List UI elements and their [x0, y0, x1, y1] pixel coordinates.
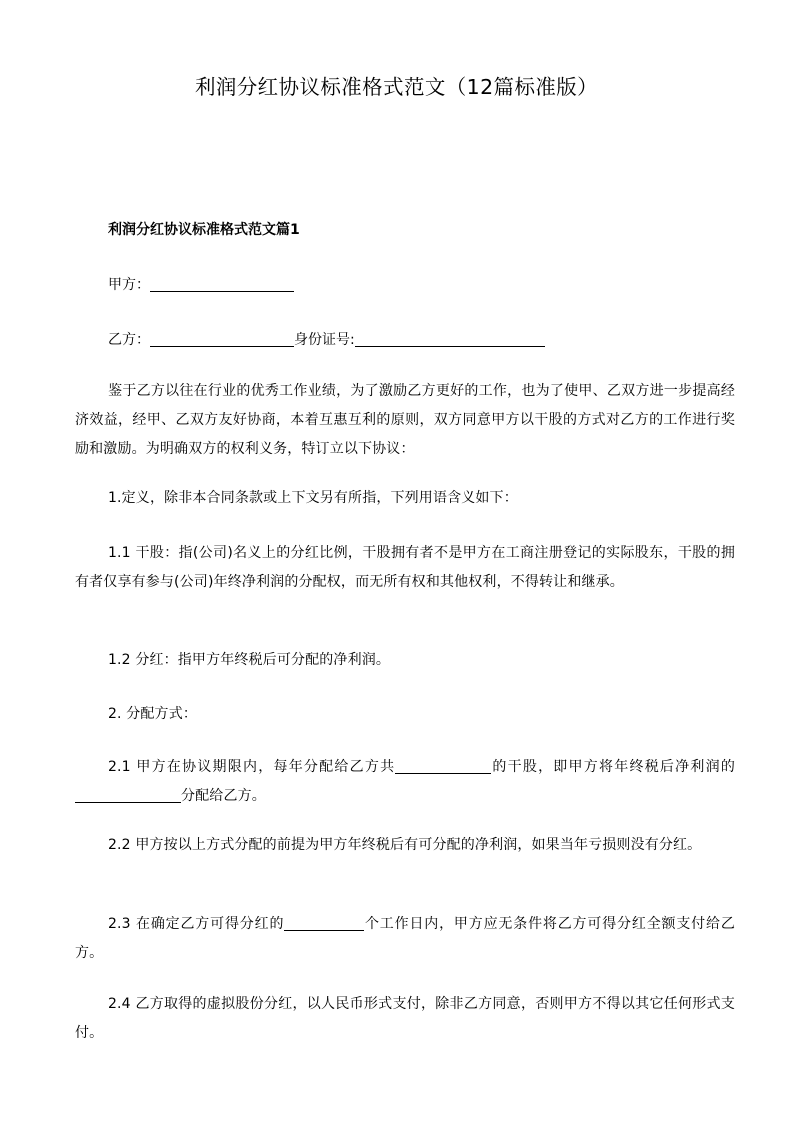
clause-1	[75, 484, 735, 513]
workdays-blank	[284, 916, 364, 931]
profit-ratio-blank	[75, 788, 181, 803]
clause-2-3-text-b: 个工作日内，甲方应无条件将乙方可得分红全额支付给乙方。	[75, 916, 735, 961]
clause-2-2	[75, 831, 735, 860]
section-heading: 利润分红协议标准格式范文篇1	[108, 222, 300, 238]
clause-2-1-text-b: 的干股，即甲方将年终税后净利润的	[491, 759, 735, 775]
clause-2-text: 2. 分配方式：	[108, 706, 198, 722]
intro-paragraph	[75, 377, 735, 464]
clause-1-text: 1.定义，除非本合同条款或上下文另有所指，下列用语含义如下：	[108, 490, 518, 506]
id-number-blank	[355, 332, 545, 347]
document-title: 利润分红协议标准格式范文（12篇标准版）	[194, 75, 599, 99]
party-a-label: 甲方：	[108, 277, 150, 293]
id-number-label: 身份证号:	[294, 332, 355, 348]
clause-2-2-text: 2.2 甲方按以上方式分配的前提为甲方年终税后有可分配的净利润，如果当年亏损则没有分红。	[108, 837, 702, 853]
clause-2-1-text-a: 2.1 甲方在协议期限内，每年分配给乙方共	[108, 759, 396, 775]
party-a-line	[108, 274, 294, 296]
clause-2-3-text-a: 2.3 在确定乙方可得分红的	[108, 916, 285, 932]
party-a-blank	[150, 277, 294, 292]
clause-1-1-text: 1.1 干股：指(公司)名义上的分红比例，干股拥有者不是甲方在工商注册登记的实际股东，干股的拥有者仅享有参与(公司)年终净利润的分配权，而无所有权和其他权利，不得转让和继承。	[75, 545, 735, 590]
clause-1-2	[75, 646, 735, 675]
clause-2-3	[75, 910, 735, 968]
party-b-label: 乙方：	[108, 332, 150, 348]
clause-2	[75, 700, 735, 729]
party-b-blank	[150, 332, 294, 347]
clause-2-4	[75, 990, 735, 1048]
intro-text: 鉴于乙方以往在行业的优秀工作业绩，为了激励乙方更好的工作，也为了使甲、乙双方进一步提高经济效益，经甲、乙双方友好协商，本着互惠互利的原则，双方同意甲方以干股的方式对乙方的工作进行奖励和激励。为明确双方的权利义务，特订立以下协议：	[75, 383, 735, 457]
share-ratio-blank	[395, 759, 491, 774]
clause-2-1	[75, 753, 735, 811]
clause-2-4-text: 2.4 乙方取得的虚拟股份分红，以人民币形式支付，除非乙方同意，否则甲方不得以其它任何形式支付。	[75, 996, 735, 1041]
party-b-line	[108, 329, 545, 351]
clause-1-2-text: 1.2 分红：指甲方年终税后可分配的净利润。	[108, 652, 391, 668]
clause-2-1-text-c: 分配给乙方。	[181, 788, 266, 804]
clause-1-1	[75, 539, 735, 597]
